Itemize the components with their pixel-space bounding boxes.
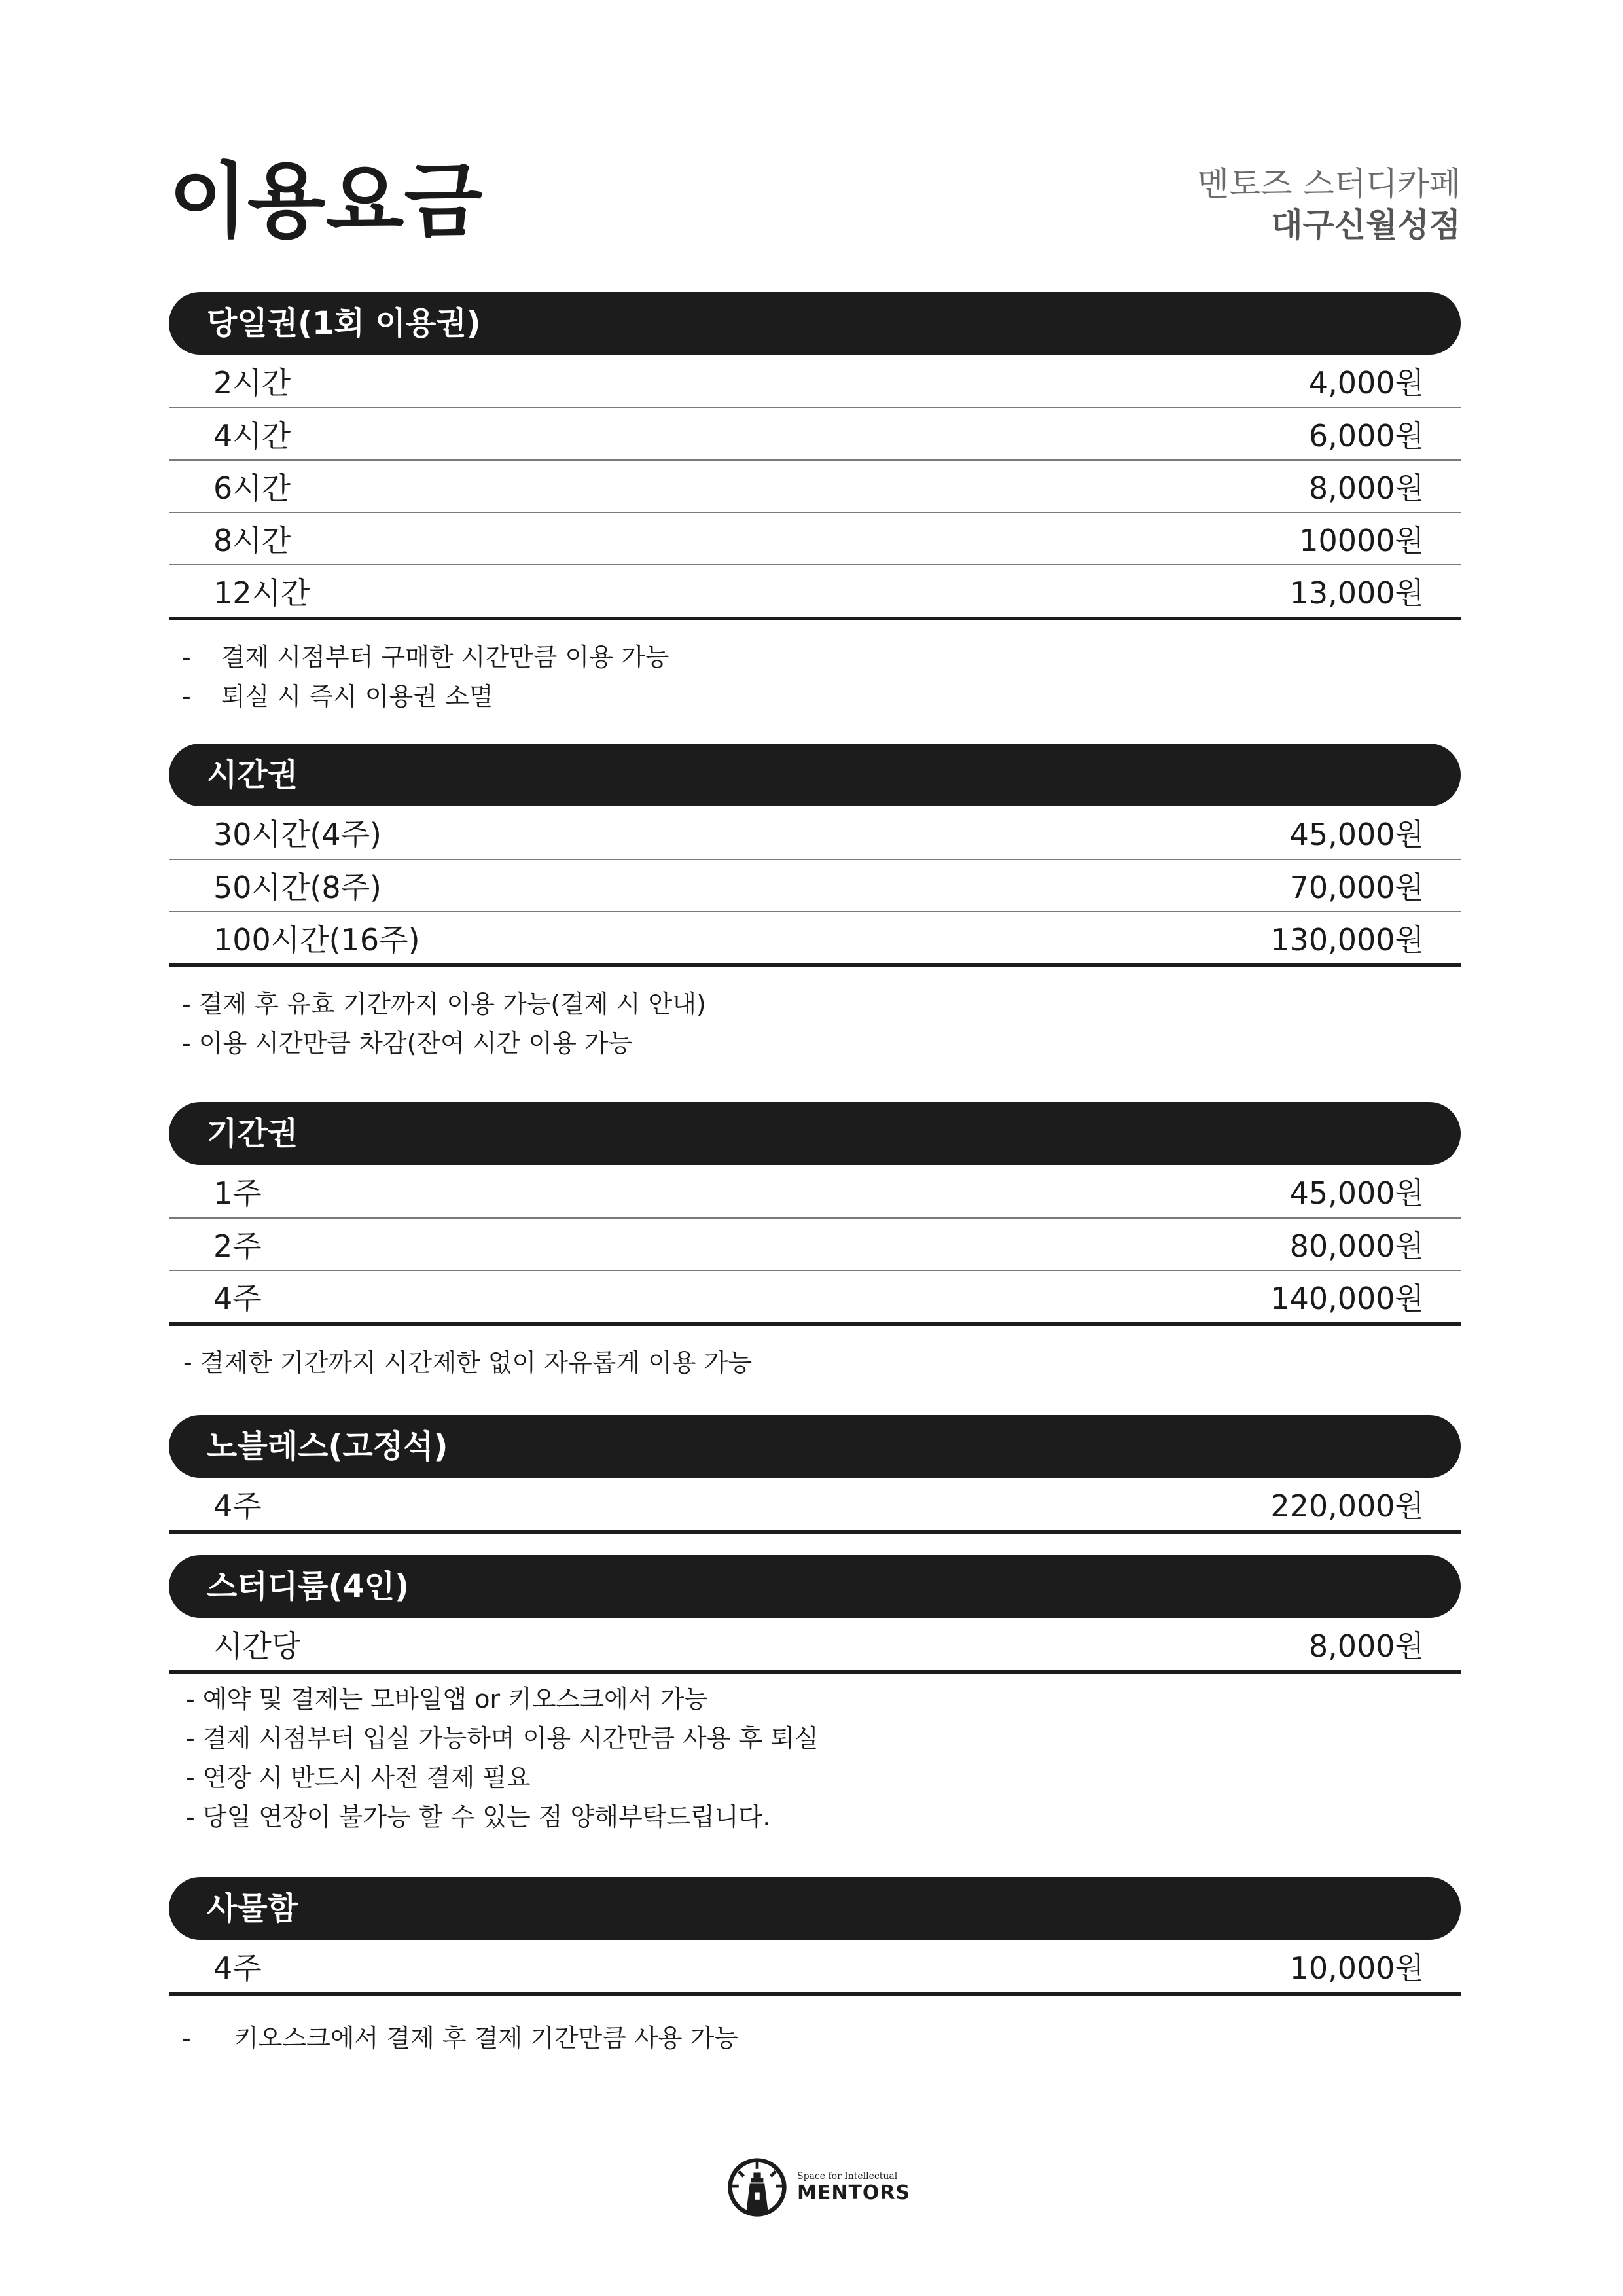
lighthouse-icon <box>726 2157 788 2218</box>
note-item: - 결제 시점부터 입실 가능하며 이용 시간만큼 사용 후 퇴실 <box>186 1724 819 1753</box>
price-label: 30시간(4주) <box>213 817 382 852</box>
section-title: 스터디룸(4인) <box>169 1555 1461 1618</box>
price-value: 45,000원 <box>1289 817 1424 852</box>
price-row <box>169 1478 1461 1530</box>
note-item: - 결제 후 유효 기간까지 이용 가능(결제 시 안내) <box>182 990 706 1018</box>
note-item: - 예약 및 결제는 모바일앱 or 키오스크에서 가능 <box>186 1685 708 1713</box>
price-label: 1주 <box>213 1175 262 1211</box>
price-row <box>169 859 1461 911</box>
price-value: 45,000원 <box>1289 1175 1424 1211</box>
price-value: 10,000원 <box>1289 1950 1424 1986</box>
price-label: 2시간 <box>213 365 291 401</box>
price-label: 4주 <box>213 1281 262 1316</box>
price-value: 130,000원 <box>1270 922 1424 958</box>
section-daily-pass <box>169 292 1461 716</box>
price-label: 8시간 <box>213 523 291 558</box>
note-item: - 당일 연장이 불가능 할 수 있는 점 양해부탁드립니다. <box>186 1803 771 1831</box>
price-value: 4,000원 <box>1308 365 1424 401</box>
price-value: 80,000원 <box>1289 1229 1424 1264</box>
price-row <box>169 806 1461 859</box>
price-row <box>169 564 1461 617</box>
price-table <box>169 1165 1461 1326</box>
logo-tagline: Space for Intellectual <box>797 2170 898 2181</box>
price-value: 13,000원 <box>1289 575 1424 611</box>
section-title: 사물함 <box>169 1877 1461 1940</box>
mentors-logo <box>726 2155 923 2220</box>
logo-text <box>797 2171 910 2204</box>
price-label: 2주 <box>213 1229 262 1264</box>
store-branch: 대구신월성점 <box>1271 206 1461 244</box>
notes <box>169 984 1461 1063</box>
price-label: 4주 <box>213 1488 262 1524</box>
section-period-pass <box>169 1102 1461 1382</box>
note-item: - 퇴실 시 즉시 이용권 소멸 <box>182 682 493 711</box>
price-label: 12시간 <box>213 575 310 611</box>
price-value: 6,000원 <box>1308 418 1424 454</box>
section-title: 시간권 <box>169 744 1461 806</box>
price-row <box>169 1940 1461 1992</box>
store-info <box>1198 164 1461 245</box>
section-noblesse <box>169 1415 1461 1534</box>
price-row <box>169 1165 1461 1217</box>
price-value: 140,000원 <box>1270 1281 1424 1316</box>
price-row <box>169 1618 1461 1670</box>
price-table <box>169 806 1461 967</box>
store-name: 멘토즈 스터디카페 <box>1197 165 1461 203</box>
price-label: 4시간 <box>213 418 291 454</box>
price-row <box>169 512 1461 564</box>
section-locker <box>169 1877 1461 2058</box>
price-value: 70,000원 <box>1289 870 1424 905</box>
price-row <box>169 355 1461 407</box>
price-row <box>169 407 1461 459</box>
notes <box>169 2018 1461 2058</box>
price-row <box>169 911 1461 963</box>
price-row <box>169 1217 1461 1270</box>
section-study-room <box>169 1555 1461 1837</box>
price-row <box>169 459 1461 512</box>
price-label: 6시간 <box>213 471 291 506</box>
logo-name: MENTORS <box>797 2181 911 2204</box>
price-value: 220,000원 <box>1270 1488 1424 1524</box>
note-item: - 결제한 기간까지 시간제한 없이 자유롭게 이용 가능 <box>183 1348 753 1377</box>
price-label: 시간당 <box>213 1628 301 1664</box>
price-table <box>169 1478 1461 1534</box>
section-title: 노블레스(고정석) <box>169 1415 1461 1478</box>
note-item: - 연장 시 반드시 사전 결제 필요 <box>186 1763 531 1792</box>
section-title: 당일권(1회 이용권) <box>169 292 1461 355</box>
section-time-pass <box>169 744 1461 1063</box>
section-title: 기간권 <box>169 1102 1461 1165</box>
price-value: 10000원 <box>1299 523 1424 558</box>
price-value: 8,000원 <box>1308 1628 1424 1664</box>
notes <box>169 1343 1461 1382</box>
price-label: 4주 <box>213 1950 262 1986</box>
price-label: 50시간(8주) <box>213 870 382 905</box>
price-row <box>169 1270 1461 1322</box>
price-label: 100시간(16주) <box>213 922 420 958</box>
note-item: - 결제 시점부터 구매한 시간만큼 이용 가능 <box>182 643 669 672</box>
price-table <box>169 1618 1461 1674</box>
note-item: - 이용 시간만큼 차감(잔여 시간 이용 가능 <box>182 1029 633 1058</box>
note-item: - 키오스크에서 결제 후 결제 기간만큼 사용 가능 <box>182 2024 738 2053</box>
notes <box>169 637 1461 716</box>
price-value: 8,000원 <box>1308 471 1424 506</box>
notes <box>169 1679 1461 1837</box>
price-table <box>169 355 1461 620</box>
price-table <box>169 1940 1461 1996</box>
page-title: 이용요금 <box>169 154 483 249</box>
